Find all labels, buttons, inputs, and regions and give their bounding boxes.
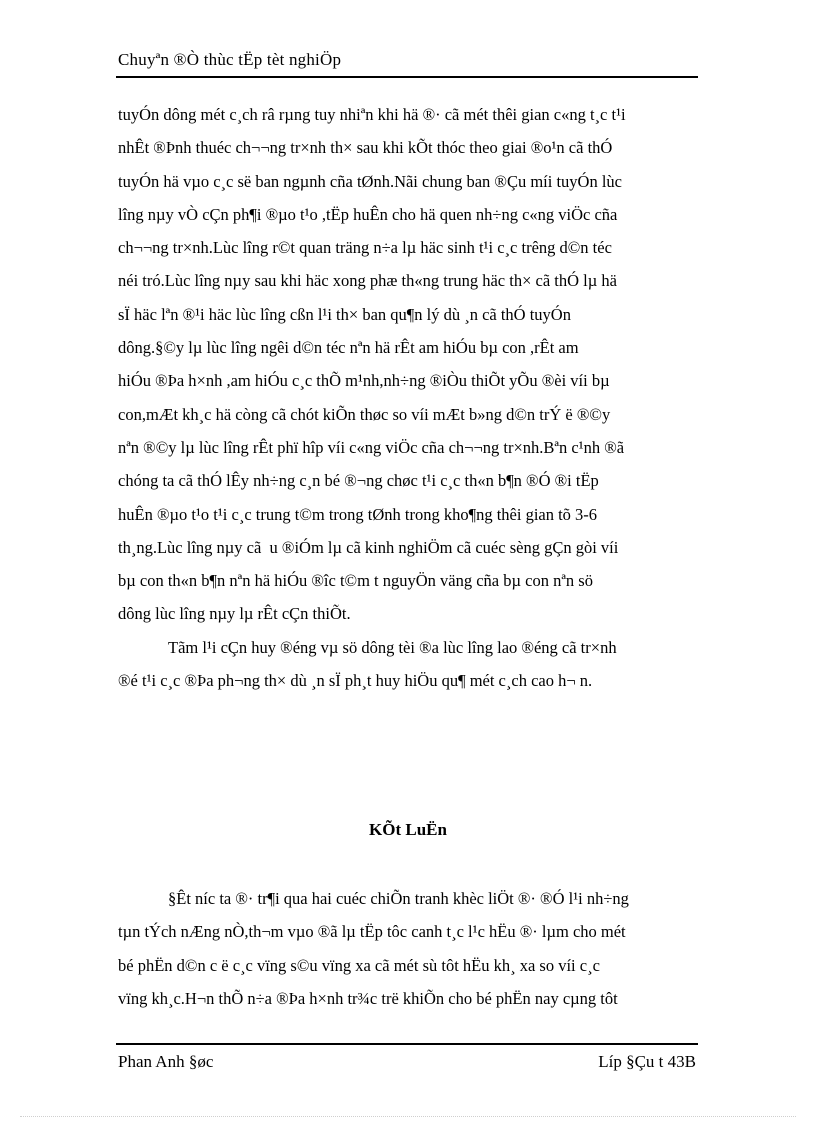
text-line: vïng kh¸c.H¬n thÕ n÷a ®Þa h×nh tr¾c trë khiÕn cho bé phËn nay cµng tôt (118, 988, 618, 1008)
text-line: tuyÓn hä vµo c¸c së ban ngµnh cña tØnh.Nãi chung ban ®Çu míi tuyÓn lùc (118, 171, 622, 191)
text-line: bé phËn d©n c ë c¸c vïng s©u vïng xa cã mét sù tôt hËu kh¸ xa so víi c¸c (118, 955, 600, 975)
text-line: th¸ng.Lùc lîng nµy cã u ®iÓm lµ cã kinh nghiÖm cã cuéc sèng gÇn gòi víi (118, 537, 619, 557)
footer-class: Líp §Çu t 43B (598, 1052, 696, 1071)
text-line: huÊn ®µo t¹o t¹i c¸c trung t©m trong tØnh trong kho¶ng thêi gian tõ 3-6 (118, 504, 598, 524)
text-line: nhÊt ®Þnh thuéc ch¬¬ng tr×nh th× sau khi kÕt thóc theo giai ®o¹n cã thÓ (118, 138, 613, 158)
footer-author: Phan Anh §øc (118, 1052, 214, 1071)
text-line: lîng nµy vÒ cÇn ph¶i ®µo t¹o ,tËp huÊn cho hä quen nh÷ng c«ng viÖc cña (118, 204, 618, 224)
text-line: hiÓu ®Þa h×nh ,am hiÓu c¸c thÕ m¹nh,nh÷ng ®iÒu thiÕt yÕu ®èi víi bµ (118, 371, 610, 391)
text-line: dông lùc lîng nµy lµ rÊt cÇn thiÕt. (118, 604, 351, 624)
footer-divider (116, 1043, 698, 1045)
text-line: tuyÓn dông mét c¸ch râ rµng tuy nhiªn khi hä ®· cã mét thêi gian c«ng t¸c t¹i (118, 105, 626, 124)
text-line: chóng ta cã thÓ lÊy nh÷ng c¸n bé ®¬ng chøc t¹i c¸c th«n b¶n ®Ó ®i tËp (118, 471, 599, 491)
text-line: nªn ®©y lµ lùc lîng rÊt phï hîp víi c«ng viÖc cña ch¬¬ng tr×nh.Bªn c¹nh ®ã (118, 437, 625, 457)
body-paragraphs (118, 98, 698, 697)
text-line: tµn tÝch nÆng nÒ,th¬m vµo ®ã lµ tËp tôc canh t¸c l¹c hËu ®· lµm cho mét (118, 922, 626, 942)
text-line: con,mÆt kh¸c hä còng cã chót kiÕn thøc so víi mÆt b»ng d©n trÝ ë ®©y (118, 404, 611, 424)
text-line: bµ con th«n b¶n nªn hä hiÓu ®îc t©m t nguyÖn väng cña bµ con nªn sö (118, 571, 593, 591)
page-header-title: Chuyªn ®Ò thùc tËp tèt nghiÖp (118, 50, 342, 69)
text-line: sÏ häc lªn ®¹i häc lùc lîng cßn l¹i th× ban qu¶n lý dù ¸n cã thÓ tuyÓn (118, 304, 571, 324)
text-line: ch¬¬ng tr×nh.Lùc lîng r©t quan träng n÷a lµ häc sinh t¹i c¸c trêng d©n téc (118, 238, 612, 258)
page-bottom-border (20, 1116, 796, 1117)
text-line: ®é t¹i c¸c ®Þa ph¬ng th× dù ¸n sÏ ph¸t huy hiÖu qu¶ mét c¸ch cao h¬ n. (118, 671, 593, 691)
text-line: dông.§©y lµ lùc lîng ngêi d©n téc nªn hä rÊt am hiÓu bµ con ,rÊt am (118, 338, 579, 358)
text-line: Tãm l¹i cÇn huy ®éng vµ sö dông tèi ®a lùc lîng lao ®éng cã tr×nh (168, 637, 617, 657)
text-line: §Êt níc ta ®· tr¶i qua hai cuéc chiÕn tranh khèc liÖt ®· ®Ó l¹i nh÷ng (168, 889, 629, 908)
header-divider (116, 76, 698, 78)
section-heading: KÕt LuËn (369, 820, 447, 839)
conclusion-paragraph (118, 882, 698, 1015)
text-line: néi tró.Lùc lîng nµy sau khi häc xong phæ th«ng trung häc th× cã thÓ lµ hä (118, 271, 617, 291)
